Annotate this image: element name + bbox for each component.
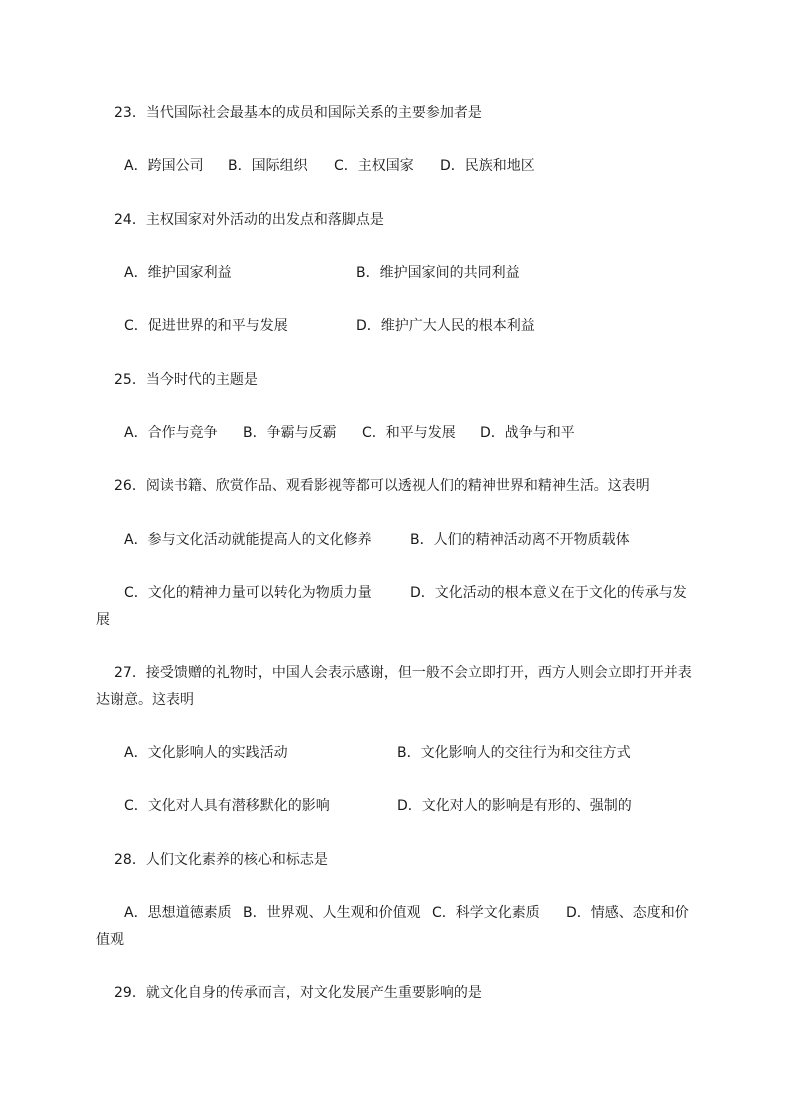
question-25-option-b: B．争霸与反霸 bbox=[243, 425, 337, 441]
question-26-option-d-cont: 展 bbox=[96, 612, 110, 628]
question-27-option-b: B．文化影响人的交往行为和交往方式 bbox=[397, 745, 631, 761]
question-28-stem: 28．人们文化素养的核心和标志是 bbox=[114, 852, 328, 868]
question-27-option-a: A．文化影响人的实践活动 bbox=[124, 745, 288, 761]
question-23-option-d: D．民族和地区 bbox=[440, 158, 535, 174]
question-24-option-c: C．促进世界的和平与发展 bbox=[124, 318, 288, 334]
question-28-option-b: B．世界观、人生观和价值观 bbox=[243, 905, 421, 921]
question-26-option-a: A．参与文化活动就能提高人的文化修养 bbox=[124, 532, 372, 548]
question-23-option-b: B．国际组织 bbox=[228, 158, 308, 174]
question-25-stem: 25．当今时代的主题是 bbox=[114, 372, 258, 388]
question-23-option-c: C．主权国家 bbox=[334, 158, 414, 174]
question-25-option-a: A．合作与竞争 bbox=[124, 425, 218, 441]
question-23-stem: 23．当代国际社会最基本的成员和国际关系的主要参加者是 bbox=[114, 105, 482, 121]
question-24-option-a: A．维护国家利益 bbox=[124, 265, 232, 281]
question-23-option-a: A．跨国公司 bbox=[124, 158, 204, 174]
question-27-stem-cont: 达谢意。这表明 bbox=[96, 692, 194, 708]
question-26-option-d: D．文化活动的根本意义在于文化的传承与发 bbox=[410, 585, 687, 601]
question-27-option-d: D．文化对人的影响是有形的、强制的 bbox=[397, 798, 632, 814]
question-29-stem: 29．就文化自身的传承而言，对文化发展产生重要影响的是 bbox=[114, 985, 482, 1001]
question-25-option-d: D．战争与和平 bbox=[480, 425, 575, 441]
question-24-option-b: B．维护国家间的共同利益 bbox=[356, 265, 520, 281]
question-28-option-c: C．科学文化素质 bbox=[432, 905, 540, 921]
question-26-option-c: C．文化的精神力量可以转化为物质力量 bbox=[124, 585, 372, 601]
question-27-option-c: C．文化对人具有潜移默化的影响 bbox=[124, 798, 330, 814]
question-25-option-c: C．和平与发展 bbox=[362, 425, 456, 441]
question-24-option-d: D．维护广大人民的根本利益 bbox=[356, 318, 535, 334]
question-26-stem: 26．阅读书籍、欣赏作品、观看影视等都可以透视人们的精神世界和精神生活。这表明 bbox=[114, 478, 650, 494]
question-28-option-d: D．情感、态度和价 bbox=[566, 905, 689, 921]
question-28-option-a: A．思想道德素质 bbox=[124, 905, 232, 921]
question-24-stem: 24．主权国家对外活动的出发点和落脚点是 bbox=[114, 212, 384, 228]
question-27-stem: 27．接受馈赠的礼物时，中国人会表示感谢，但一般不会立即打开，西方人则会立即打开并表 bbox=[114, 665, 692, 681]
question-28-option-d-cont: 值观 bbox=[96, 932, 124, 948]
question-26-option-b: B．人们的精神活动离不开物质载体 bbox=[410, 532, 630, 548]
